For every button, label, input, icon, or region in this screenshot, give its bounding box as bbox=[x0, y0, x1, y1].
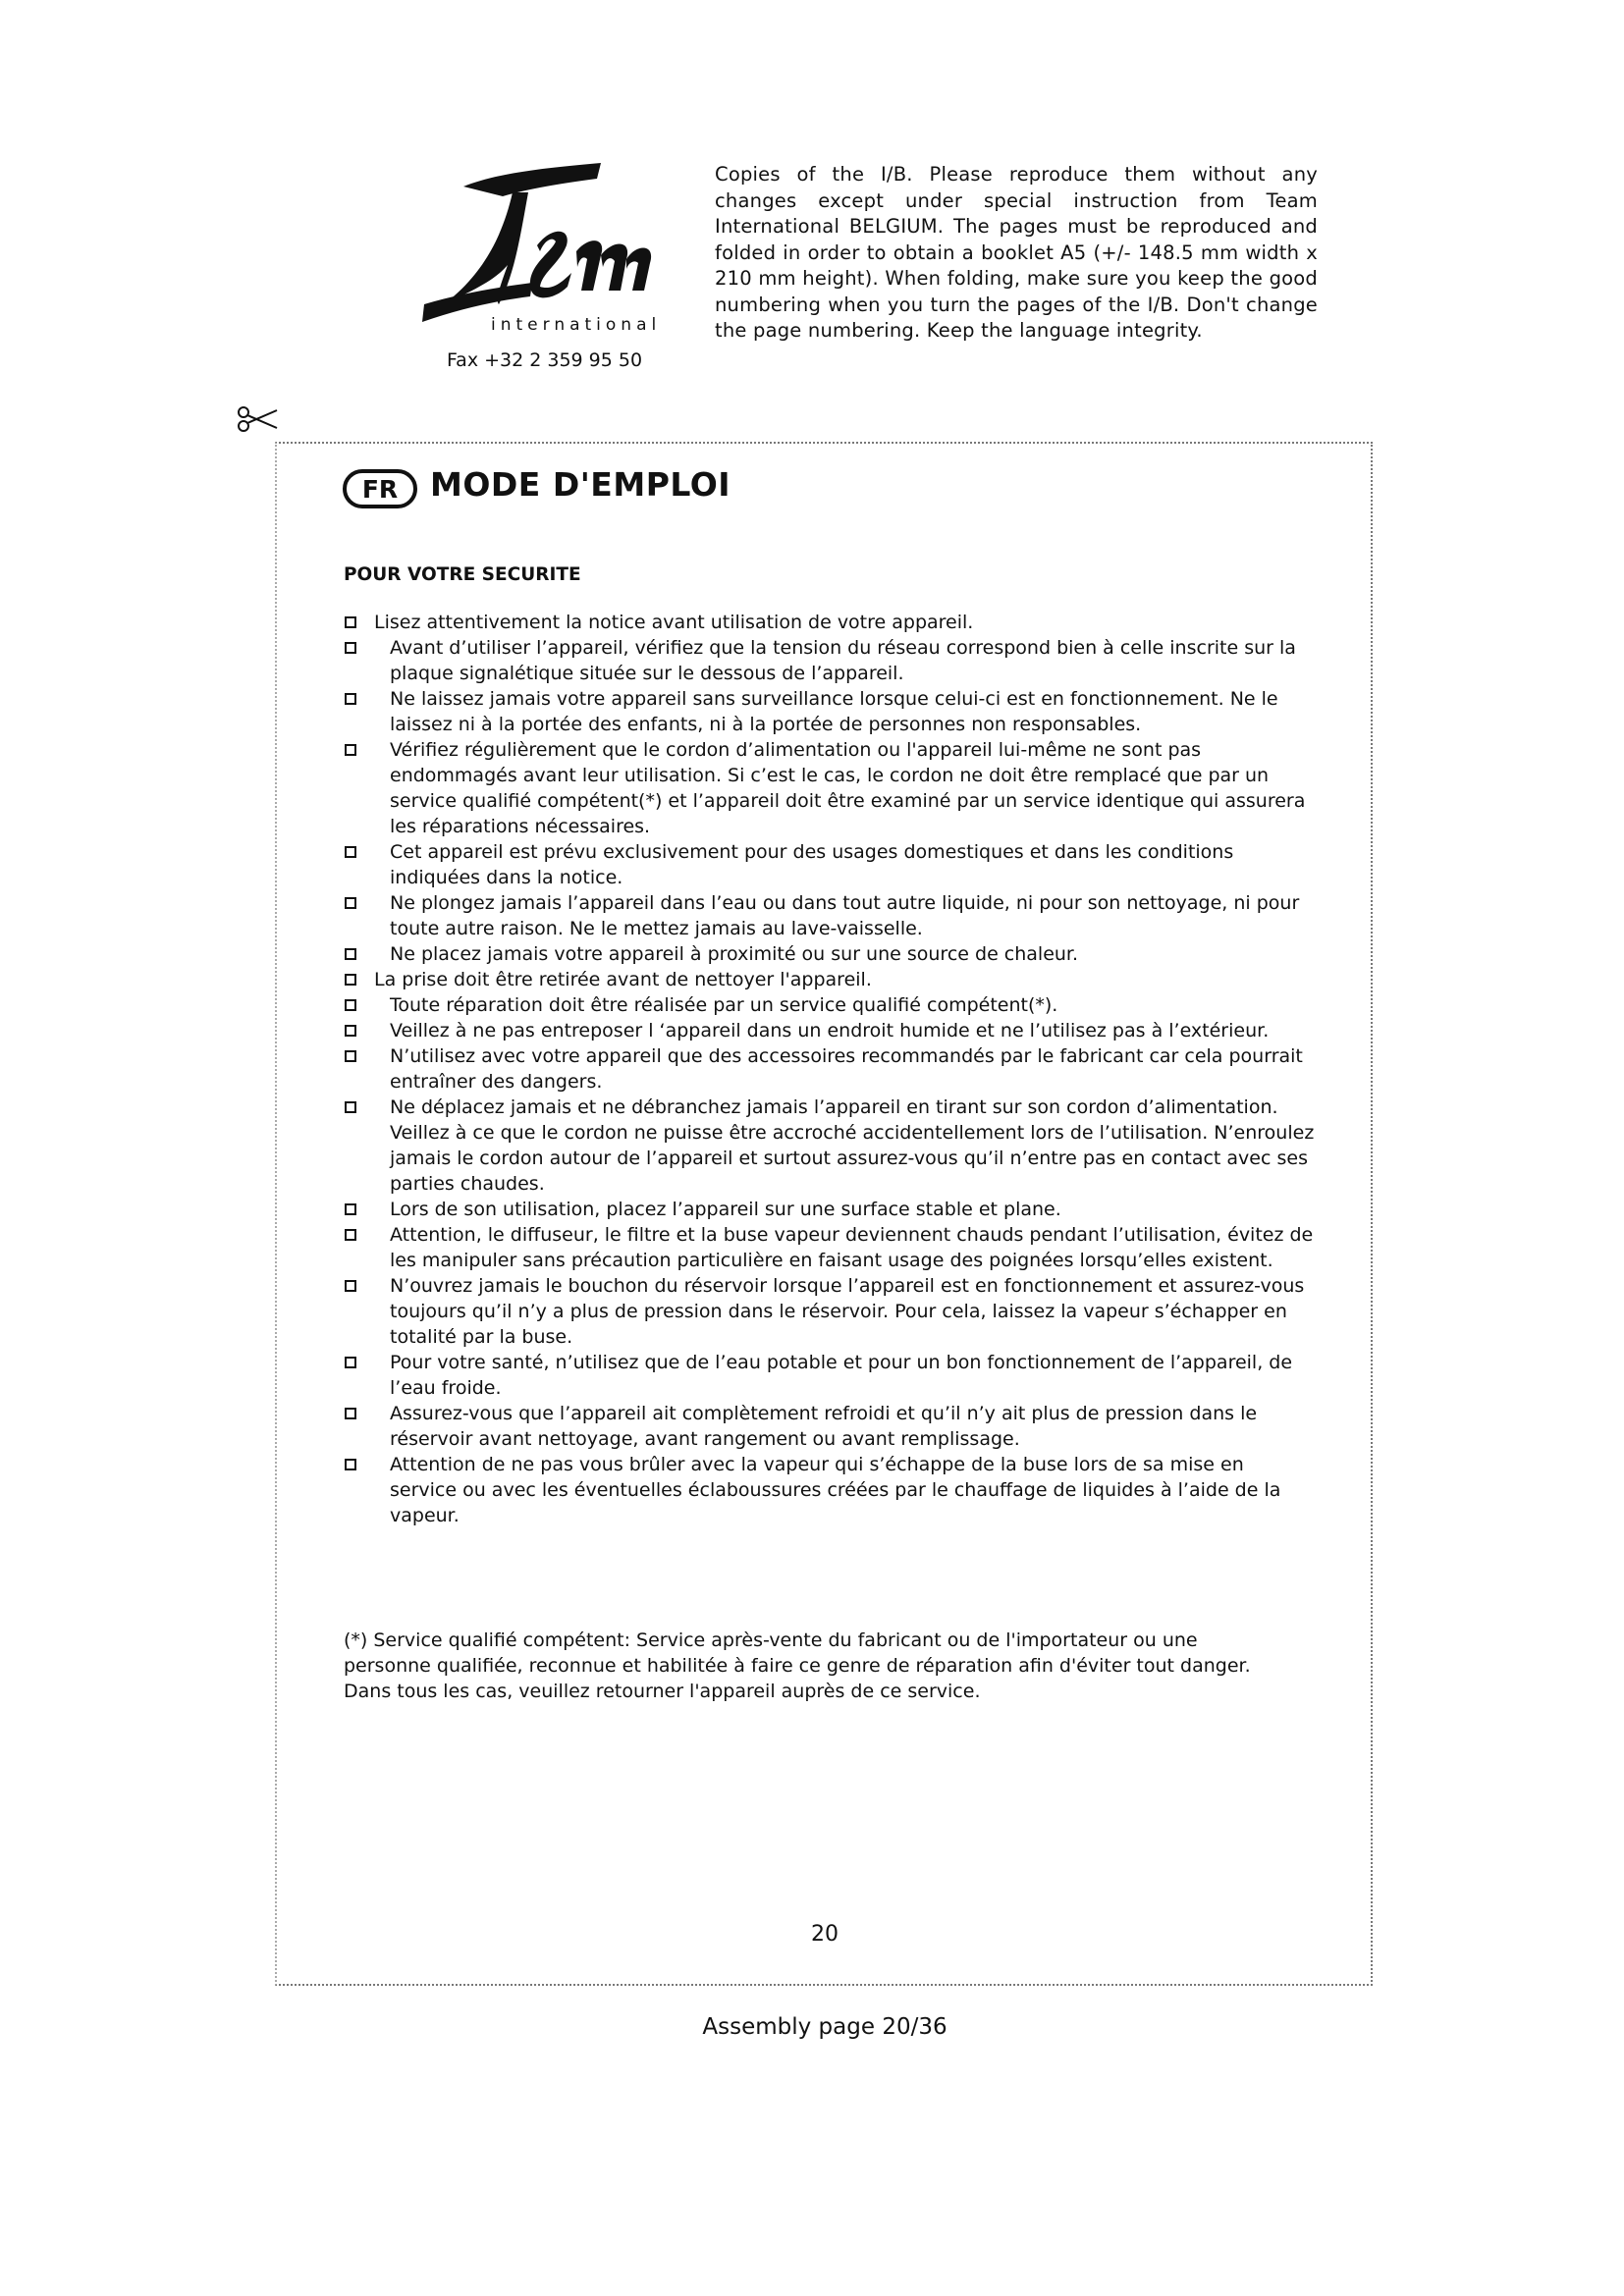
checkbox-bullet-icon bbox=[345, 1459, 356, 1470]
reproduction-instructions: Copies of the I/B. Please reproduce them without any changes except under special instruction from Team International BELGIUM. The pages must be reproduced and folded in order to obtain a booklet A5 (+/- 148.5 mm width x 210 mm height). When folding, make sure you keep the good numbering when you turn the pages of the I/B. Don't change the page numbering. Keep the language integrity. bbox=[715, 163, 1318, 342]
checkbox-bullet-icon bbox=[345, 948, 356, 960]
page-title: MODE D'EMPLOI bbox=[430, 465, 731, 504]
svg-text:international: international bbox=[491, 315, 660, 335]
scissors-icon bbox=[236, 404, 281, 434]
list-item: Attention, le diffuseur, le filtre et la buse vapeur deviennent chauds pendant l’utilisation, évitez de les manipuler sans précaution particulière en faisant usage des poignées lorsqu’elles existent. bbox=[343, 1222, 1315, 1273]
list-item: Cet appareil est prévu exclusivement pour des usages domestiques et dans les conditions indiquées dans la notice. bbox=[343, 839, 1315, 890]
list-item: N’utilisez avec votre appareil que des accessoires recommandés par le fabricant car cela pourrait entraîner des dangers. bbox=[343, 1043, 1315, 1095]
checkbox-bullet-icon bbox=[345, 1050, 356, 1062]
list-item: Lors de son utilisation, placez l’appareil sur une surface stable et plane. bbox=[343, 1197, 1315, 1222]
checkbox-bullet-icon bbox=[345, 642, 356, 654]
checkbox-bullet-icon bbox=[345, 1101, 356, 1113]
list-item: Lisez attentivement la notice avant utilisation de votre appareil. bbox=[343, 610, 1315, 635]
checkbox-bullet-icon bbox=[345, 693, 356, 705]
list-item: Veillez à ne pas entreposer l ‘appareil dans un endroit humide et ne l’utilisez pas à l’extérieur. bbox=[343, 1018, 1315, 1043]
checkbox-bullet-icon bbox=[345, 1203, 356, 1215]
checkbox-bullet-icon bbox=[345, 1357, 356, 1368]
list-item: La prise doit être retirée avant de nettoyer l'appareil. bbox=[343, 967, 1315, 992]
list-item: N’ouvrez jamais le bouchon du réservoir lorsque l’appareil est en fonctionnement et assurez-vous toujours qu’il n’y a plus de pression dans le réservoir. Pour cela, laissez la vapeur s’échapper en totalité par la buse. bbox=[343, 1273, 1315, 1350]
page-number: 20 bbox=[811, 1922, 839, 1947]
fax-number: Fax +32 2 359 95 50 bbox=[447, 349, 643, 371]
checkbox-bullet-icon bbox=[345, 974, 356, 986]
language-badge: FR bbox=[343, 469, 417, 508]
list-item: Attention de ne pas vous brûler avec la vapeur qui s’échappe de la buse lors de sa mise en service ou avec les éventuelles éclaboussures créées par le chauffage de liquides à l’aide de la vapeur. bbox=[343, 1452, 1315, 1528]
checkbox-bullet-icon bbox=[345, 744, 356, 756]
list-item: Pour votre santé, n’utilisez que de l’eau potable et pour un bon fonctionnement de l’appareil, de l’eau froide. bbox=[343, 1350, 1315, 1401]
checkbox-bullet-icon bbox=[345, 897, 356, 909]
checkbox-bullet-icon bbox=[345, 1229, 356, 1241]
team-international-logo bbox=[405, 157, 660, 344]
list-item: Ne plongez jamais l’appareil dans l’eau ou dans tout autre liquide, ni pour son nettoyage, ni pour toute autre raison. Ne le mettez jamais au lave-vaisselle. bbox=[343, 890, 1315, 941]
list-item: Avant d’utiliser l’appareil, vérifiez que la tension du réseau correspond bien à celle inscrite sur la plaque signalétique située sur le dessous de l’appareil. bbox=[343, 635, 1315, 686]
assembly-page-label: Assembly page 20/36 bbox=[702, 2014, 947, 2040]
checkbox-bullet-icon bbox=[345, 616, 356, 628]
checkbox-bullet-icon bbox=[345, 1025, 356, 1037]
checkbox-bullet-icon bbox=[345, 999, 356, 1011]
safety-instructions-list bbox=[343, 610, 1315, 1528]
list-item: Vérifiez régulièrement que le cordon d’alimentation ou l'appareil lui-même ne sont pas endommagés avant leur utilisation. Si c’est le cas, le cordon ne doit être remplacé que par un service qualifié compétent(*) et l’appareil doit être examiné par un service identique qui assurera les réparations nécessaires. bbox=[343, 737, 1315, 839]
checkbox-bullet-icon bbox=[345, 1280, 356, 1292]
list-item: Ne déplacez jamais et ne débranchez jamais l’appareil en tirant sur son cordon d’alimentation. Veillez à ce que le cordon ne puisse être accroché accidentellement lors de l’utilisation. N’enroulez jamais le cordon autour de l’appareil et surtout assurez-vous qu’il n’entre pas en contact avec ses parties chaudes. bbox=[343, 1095, 1315, 1197]
checkbox-bullet-icon bbox=[345, 1408, 356, 1419]
list-item: Assurez-vous que l’appareil ait complètement refroidi et qu’il n’y ait plus de pression dans le réservoir avant nettoyage, avant rangement ou avant remplissage. bbox=[343, 1401, 1315, 1452]
footnote: (*) Service qualifié compétent: Service après-vente du fabricant ou de l'importateur ou une personne qualifiée, reconnue et habilitée à faire ce genre de réparation afin d'éviter tout danger. Dans tous les cas, veuillez retourner l'appareil auprès de ce service. bbox=[344, 1629, 1251, 1702]
list-item: Toute réparation doit être réalisée par un service qualifié compétent(*). bbox=[343, 992, 1315, 1018]
list-item: Ne placez jamais votre appareil à proximité ou sur une source de chaleur. bbox=[343, 941, 1315, 967]
section-heading: POUR VOTRE SECURITE bbox=[344, 564, 581, 585]
list-item: Ne laissez jamais votre appareil sans surveillance lorsque celui-ci est en fonctionnement. Ne le laissez ni à la portée des enfants, ni à la portée de personnes non responsables. bbox=[343, 686, 1315, 737]
checkbox-bullet-icon bbox=[345, 846, 356, 858]
